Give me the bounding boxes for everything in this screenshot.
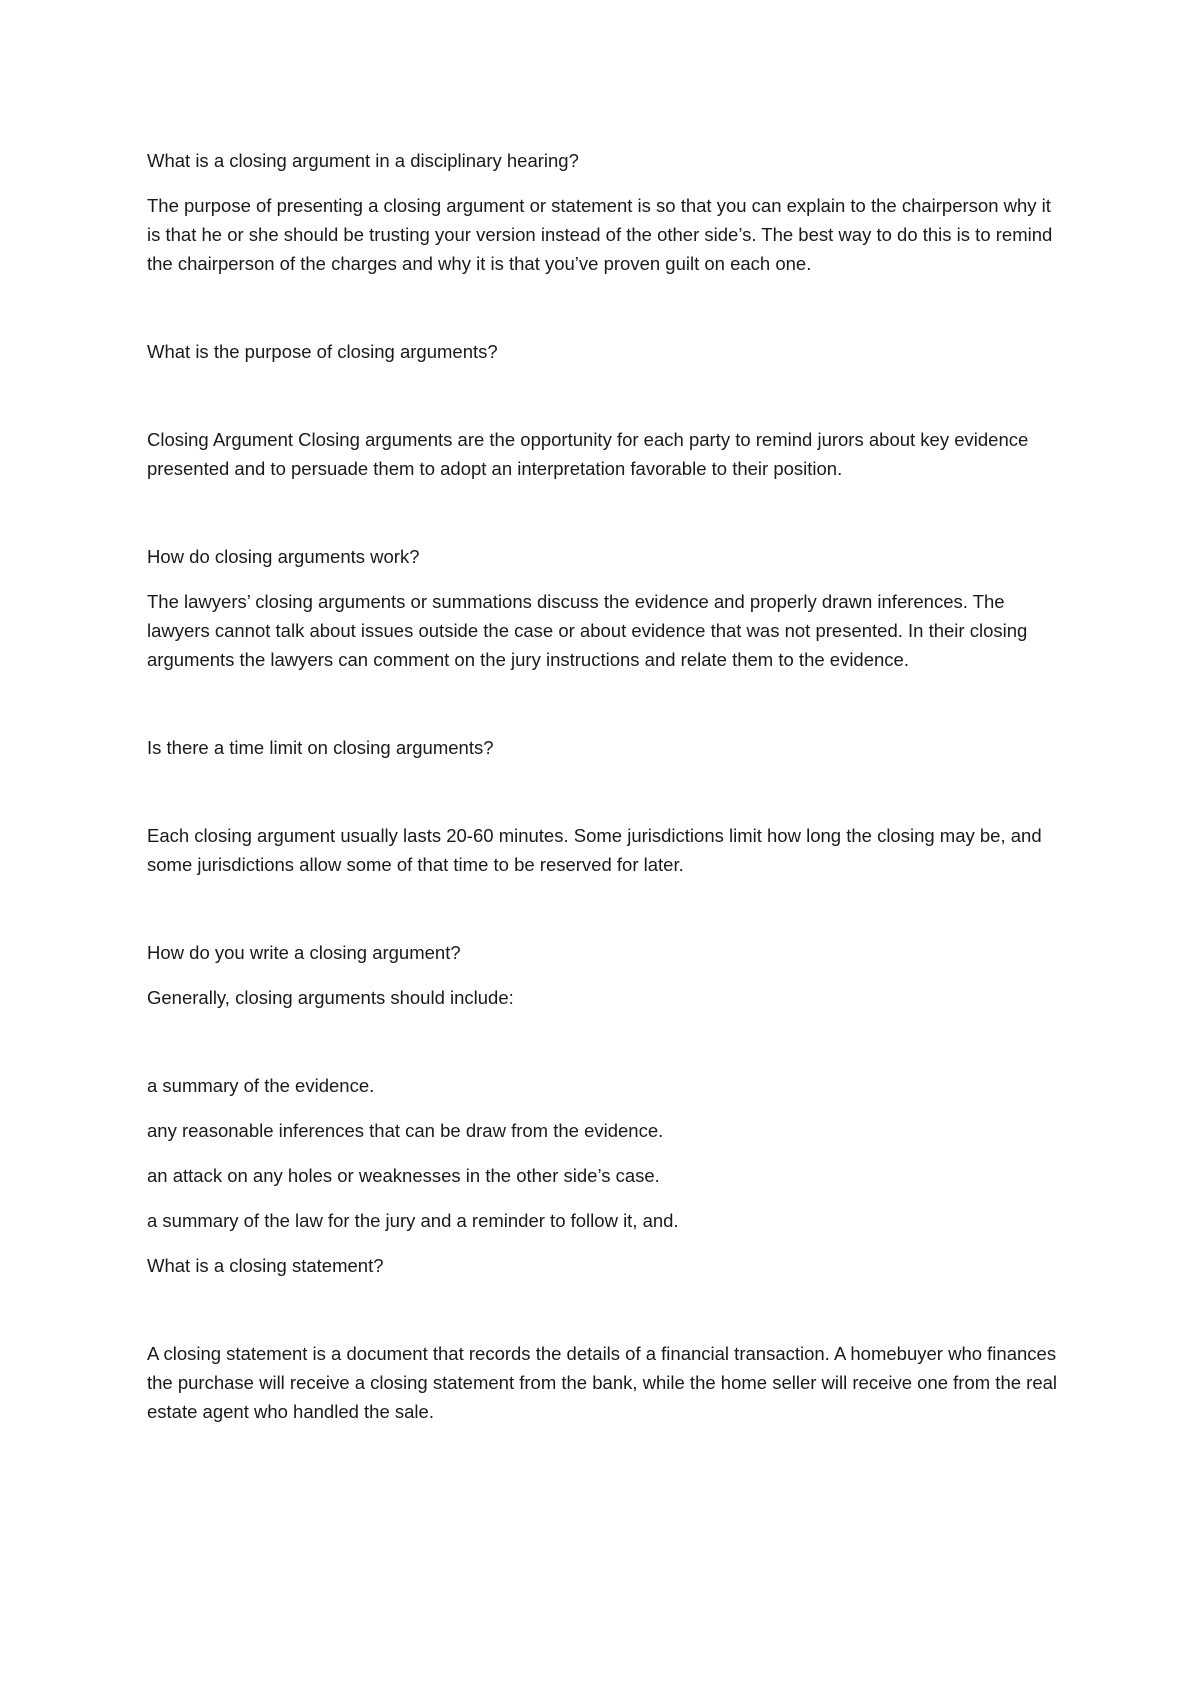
question-heading: Is there a time limit on closing arguments? — [147, 737, 494, 758]
list-item: any reasonable inferences that can be draw from the evidence. — [147, 1120, 664, 1141]
answer-paragraph: A closing statement is a document that records the details of a financial transaction. A homebuyer who finances the purchase will receive a closing statement from the bank, while the home seller will receive one from the real estate agent who handled the sale. — [147, 1343, 1058, 1422]
list-item: a summary of the evidence. — [147, 1075, 375, 1096]
question-heading: What is the purpose of closing arguments? — [147, 341, 498, 362]
question-heading: What is a closing argument in a disciplinary hearing? — [147, 150, 579, 171]
answer-paragraph: Generally, closing arguments should include: — [147, 987, 514, 1008]
document-body — [147, 146, 1067, 1426]
question-heading: How do closing arguments work? — [147, 546, 420, 567]
list-item: a summary of the law for the jury and a reminder to follow it, and. — [147, 1210, 679, 1231]
list-item: an attack on any holes or weaknesses in the other side’s case. — [147, 1165, 660, 1186]
answer-paragraph: The purpose of presenting a closing argument or statement is so that you can explain to the chairperson why it is that he or she should be trusting your version instead of the other side’s. The best way to do this is to remind the chairperson of the charges and why it is that you’ve proven guilt on each one. — [147, 195, 1053, 274]
answer-paragraph: The lawyers’ closing arguments or summations discuss the evidence and properly drawn inferences. The lawyers cannot talk about issues outside the case or about evidence that was not presented. In their closing arguments the lawyers can comment on the jury instructions and relate them to the evidence. — [147, 591, 1028, 670]
question-heading: What is a closing statement? — [147, 1255, 384, 1276]
question-heading: How do you write a closing argument? — [147, 942, 461, 963]
answer-paragraph: Closing Argument Closing arguments are the opportunity for each party to remind jurors about key evidence presented and to persuade them to adopt an interpretation favorable to their position. — [147, 429, 1029, 479]
answer-paragraph: Each closing argument usually lasts 20-60 minutes. Some jurisdictions limit how long the closing may be, and some jurisdictions allow some of that time to be reserved for later. — [147, 825, 1042, 875]
